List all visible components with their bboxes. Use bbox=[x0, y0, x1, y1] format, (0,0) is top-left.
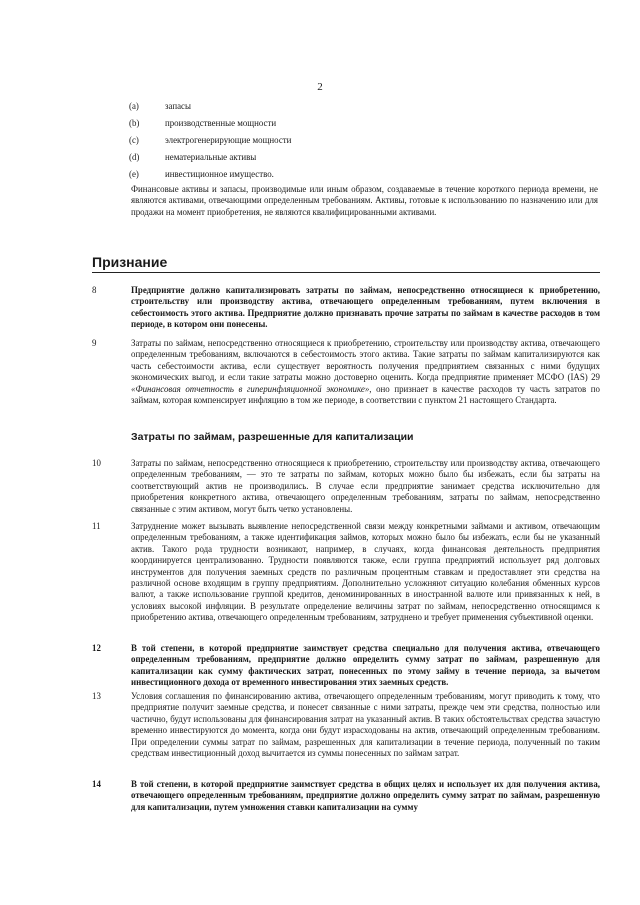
list-text: нематериальные активы bbox=[165, 152, 257, 162]
list-item bbox=[129, 135, 599, 152]
paragraph-text: В той степени, в которой предприятие заимствует средства специально для получения актива, отвечающего определенным требованиям, предприятие должно определить сумму затрат по займам, разрешенную для капитализации как сумму фактических затрат, понесенных по этому займу в течение периода, за вычетом инвестиционного дохода от временного инвестирования этих заемных средств. bbox=[131, 643, 600, 688]
paragraph-14 bbox=[92, 779, 600, 813]
paragraph-9 bbox=[92, 338, 600, 406]
list-marker: (e) bbox=[129, 169, 139, 179]
paragraph-number: 11 bbox=[92, 521, 101, 531]
paragraph-text: Затраты по займам, непосредственно относящиеся к приобретению, строительству или производству актива, отвечающего определенным требованиям, — это те затраты по займам, которых можно было бы избежать, если бы затраты на соответствующий актив не производились. В случае если предприятие занимает средства исключительно для приобретения конкретного актива, отвечающего определенным требованиям, затраты по займам, непосредственно связанные с этим активом, могут быть четко установлены. bbox=[131, 458, 600, 514]
paragraph-text-part: , оно признает в качестве расходов ту часть затратов по займам, которая компенсирует инфляцию в том же периоде, в соответствии с пунктом 21 настоящего Стандарта. bbox=[131, 383, 600, 406]
qualifying-assets-list bbox=[129, 101, 599, 186]
list-text: производственные мощности bbox=[165, 118, 277, 128]
paragraph-number: 12 bbox=[92, 643, 101, 653]
paragraph-text: Условия соглашения по финансированию актива, отвечающего определенным требованиям, могут приводить к тому, что предприятие получит заемные средства, и понесет связанные с ними затраты, прежде чем эти средства, полностью или частично, будут использованы для финансирования затрат на указанный актив. В таких обстоятельствах средства зачастую временно инвестируются до момента, когда они будут израсходованы на актив, отвечающий определенным требованиям. При определении суммы затрат по займам, разрешенных для капитализации в течение периода, полученный по таким средствам инвестиционный доход вычитается из суммы понесенных по займам затрат. bbox=[131, 691, 600, 759]
paragraph-text: Предприятие должно капитализировать затраты по займам, непосредственно относящиеся к приобретению, строительству или производству актива, отвечающего определенным требованиям, путем включения в себестоимость этого актива. Предприятие должно признавать прочие затраты по займам в качестве расходов в том периоде, в котором они понесены. bbox=[131, 285, 600, 330]
list-marker: (d) bbox=[129, 152, 140, 162]
list-text: электрогенерирующие мощности bbox=[165, 135, 292, 145]
list-marker: (a) bbox=[129, 101, 139, 111]
paragraph-text: В той степени, в которой предприятие заимствует средства в общих целях и использует их для получения актива, отвечающего определенным требованиям, предприятие должно определить сумму затрат по займам, разрешенную для капитализации, путем умножения ставки капитализации на сумму bbox=[131, 779, 600, 812]
list-text: запасы bbox=[165, 101, 191, 111]
paragraph-number: 10 bbox=[92, 458, 101, 468]
paragraph-number: 8 bbox=[92, 285, 97, 295]
paragraph-number: 14 bbox=[92, 779, 101, 789]
list-marker: (b) bbox=[129, 118, 140, 128]
list-item bbox=[129, 118, 599, 135]
standard-title: «Финансовая отчетность в гиперинфляционной экономике» bbox=[131, 383, 370, 394]
paragraph-text-part: Затраты по займам, непосредственно относящиеся к приобретению, строительству или производству актива, отвечающего определенным требованиям, включаются в себестоимость этого актива. Такие затраты по займам капитализируются как часть себестоимости актива, если существует вероятность получения предприятием связанных с ними будущих экономических выгод, и если такие затраты можно достоверно оценить. Когда предприятие применяет МСФО (IAS) 29 bbox=[131, 338, 600, 383]
list-marker: (c) bbox=[129, 135, 139, 145]
paragraph-8 bbox=[92, 285, 600, 331]
paragraph-number: 9 bbox=[92, 338, 97, 348]
list-text: инвестиционное имущество. bbox=[165, 169, 274, 179]
paragraph-11 bbox=[92, 521, 600, 624]
paragraph-13 bbox=[92, 691, 600, 759]
page-number: 2 bbox=[317, 81, 323, 93]
paragraph-12 bbox=[92, 643, 600, 689]
paragraph-text: Затруднение может вызывать выявление непосредственной связи между конкретными займами и активом, отвечающим определенным требованиям, а также идентификация займов, которых можно было бы избежать, если бы не указанный актив. Такого рода трудности возникают, например, в случаях, когда финансовая деятельность предприятия координируется централизованно. Трудности появляются также, если группа предприятий использует ряд долговых инструментов для получения заемных средств по различным процентным ставкам и предоставляет эти средства на различной основе входящим в группу предприятиям. Дополнительно усложняют ситуацию колебания обменных курсов валют, а также использование группой кредитов, деноминированных в иностранной валюте или привязанных к ней, в условиях высокой инфляции. В результате определение величины затрат по займам, непосредственно относящимся к приобретению актива, отвечающего определенным требованиям, затруднено и требует применения субъективной оценки. bbox=[131, 521, 600, 623]
intro-paragraph: Финансовые активы и запасы, производимые или иным образом, создаваемые в течение короткого периода времени, не являются активами, отвечающими определенным требованиям. Активы, готовые к использованию по назначению или для продажи на момент приобретения, не являются квалифицированными активами. bbox=[131, 184, 598, 217]
list-item bbox=[129, 101, 599, 118]
paragraph-number: 13 bbox=[92, 691, 101, 701]
paragraph-10 bbox=[92, 458, 600, 515]
section-heading-recognition: Признание bbox=[92, 254, 600, 273]
paragraph-text bbox=[131, 338, 600, 406]
list-item bbox=[129, 152, 599, 169]
subsection-heading-capitalization: Затраты по займам, разрешенные для капитализации bbox=[131, 431, 414, 443]
